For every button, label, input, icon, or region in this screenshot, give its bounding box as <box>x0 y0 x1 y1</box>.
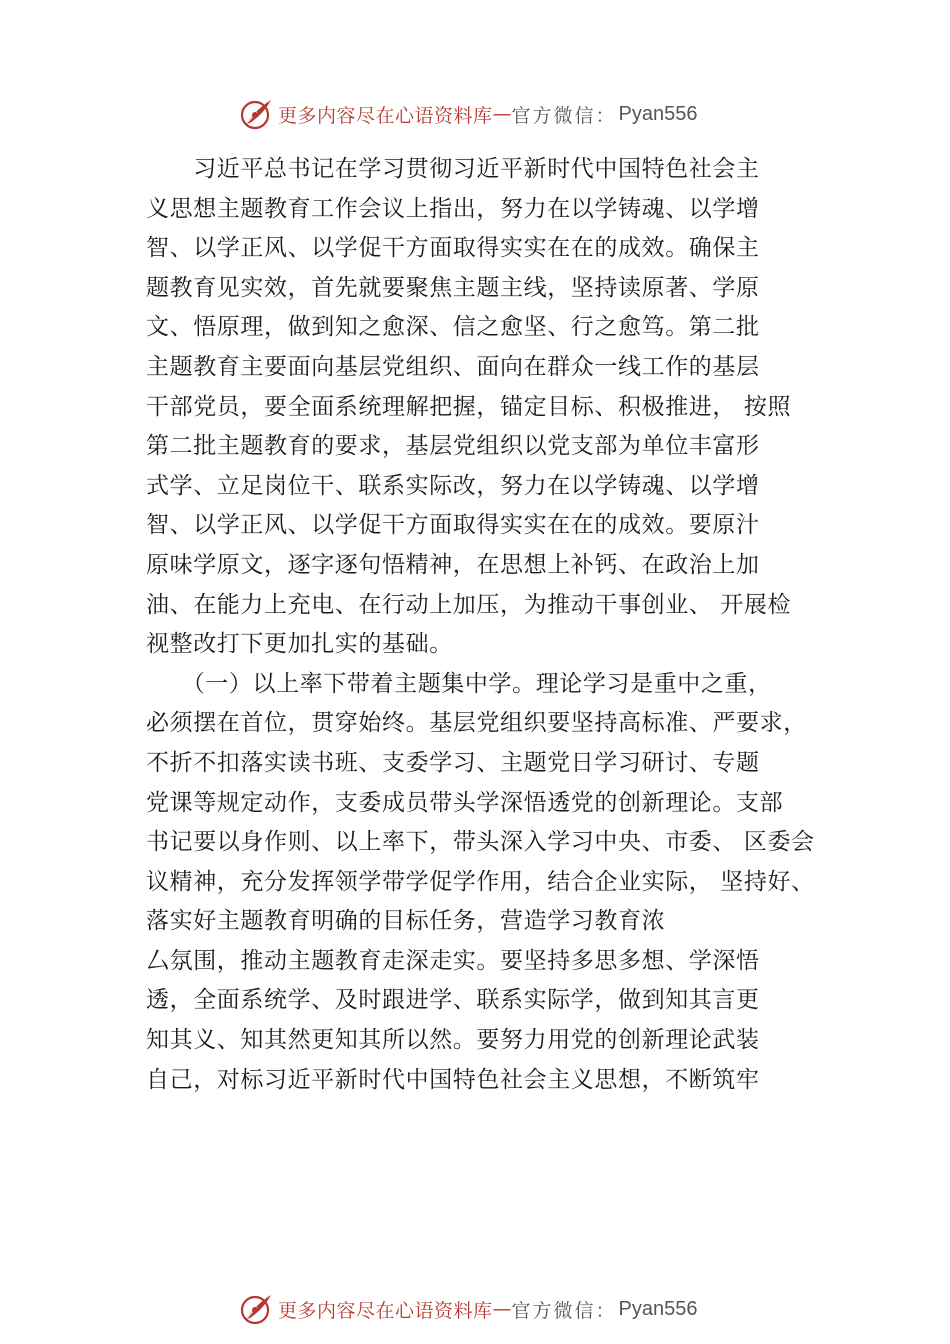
body-line: 不折不扣落实读书班、支委学习、主题党日学习研讨、专题 <box>146 749 760 776</box>
body-line: 第二批主题教育的要求，基层党组织以党支部为单位丰富形 <box>146 433 760 460</box>
banner-title: 更多内容尽在心语资料库 <box>278 104 493 127</box>
body-line: 透，全面系统学、及时跟进学、联系实际学，做到知其言更 <box>146 987 760 1014</box>
body-line: 知其义、知其然更知其所以然。要努力用党的创新理论武装 <box>146 1027 760 1054</box>
quill-logo-icon <box>238 1292 274 1326</box>
body-line: 落实好主题教育明确的目标任务，营造学习教育浓 <box>146 908 666 935</box>
body-line: 厶氛围，推动主题教育走深走实。要坚持多思多想、学深悟 <box>146 947 760 974</box>
body-line: 文、悟原理，做到知之愈深、信之愈坚、行之愈笃。第二批 <box>146 314 760 341</box>
body-line: 式学、立足岗位干、联系实际改，努力在以学铸魂、以学增 <box>146 472 760 499</box>
banner-wechat-id: Pyan556 <box>618 102 698 125</box>
document-body <box>146 150 846 1100</box>
body-line: 油、在能力上充电、在行动上加压，为推动干事创业、 开展检 <box>146 591 792 618</box>
banner-title: 更多内容尽在心语资料库 <box>278 1299 493 1322</box>
body-line: 视整改打下更加扎实的基础。 <box>146 631 453 658</box>
body-line: 书记要以身作则、以上率下，带头深入学习中央、市委、 区委会 <box>146 829 815 856</box>
body-line: 议精神，充分发挥领学带学促学作用，结合企业实际， 坚持好、 <box>146 868 815 895</box>
banner-wechat-id: Pyan556 <box>618 1297 698 1320</box>
body-line: 题教育见实效，首先就要聚焦主题主线，坚持读原著、学原 <box>146 274 760 301</box>
header-banner <box>238 97 698 131</box>
banner-separator: — <box>492 103 512 125</box>
body-line: 原味学原文，逐字逐句悟精神，在思想上补钙、在政治上加 <box>146 551 760 578</box>
footer-banner <box>238 1292 698 1326</box>
body-line: 主题教育主要面向基层党组织、面向在群众一线工作的基层 <box>146 353 760 380</box>
body-line: （一）以上率下带着主题集中学。理论学习是重中之重， <box>146 670 772 697</box>
body-line: 智、以学正风、以学促干方面取得实实在在的成效。要原汁 <box>146 512 760 539</box>
body-line: 党课等规定动作，支委成员带头学深悟透党的创新理论。支部 <box>146 789 784 816</box>
body-line: 义思想主题教育工作会议上指出，努力在以学铸魂、以学增 <box>146 195 760 222</box>
banner-separator: — <box>492 1298 512 1320</box>
body-line: 干部党员，要全面系统理解把握，锚定目标、积极推进， 按照 <box>146 393 792 420</box>
banner-wechat-label: 官方微信： <box>511 1299 617 1322</box>
quill-logo-icon <box>238 97 274 131</box>
body-line: 智、以学正风、以学促干方面取得实实在在的成效。确保主 <box>146 235 760 262</box>
body-line: 习近平总书记在学习贯彻习近平新时代中国特色社会主 <box>146 156 760 182</box>
banner-wechat-label: 官方微信： <box>511 104 617 127</box>
body-line: 自己，对标习近平新时代中国特色社会主义思想，不断筑牢 <box>146 1066 760 1093</box>
body-line: 必须摆在首位，贯穿始终。基层党组织要坚持高标准、严要求， <box>146 710 807 737</box>
